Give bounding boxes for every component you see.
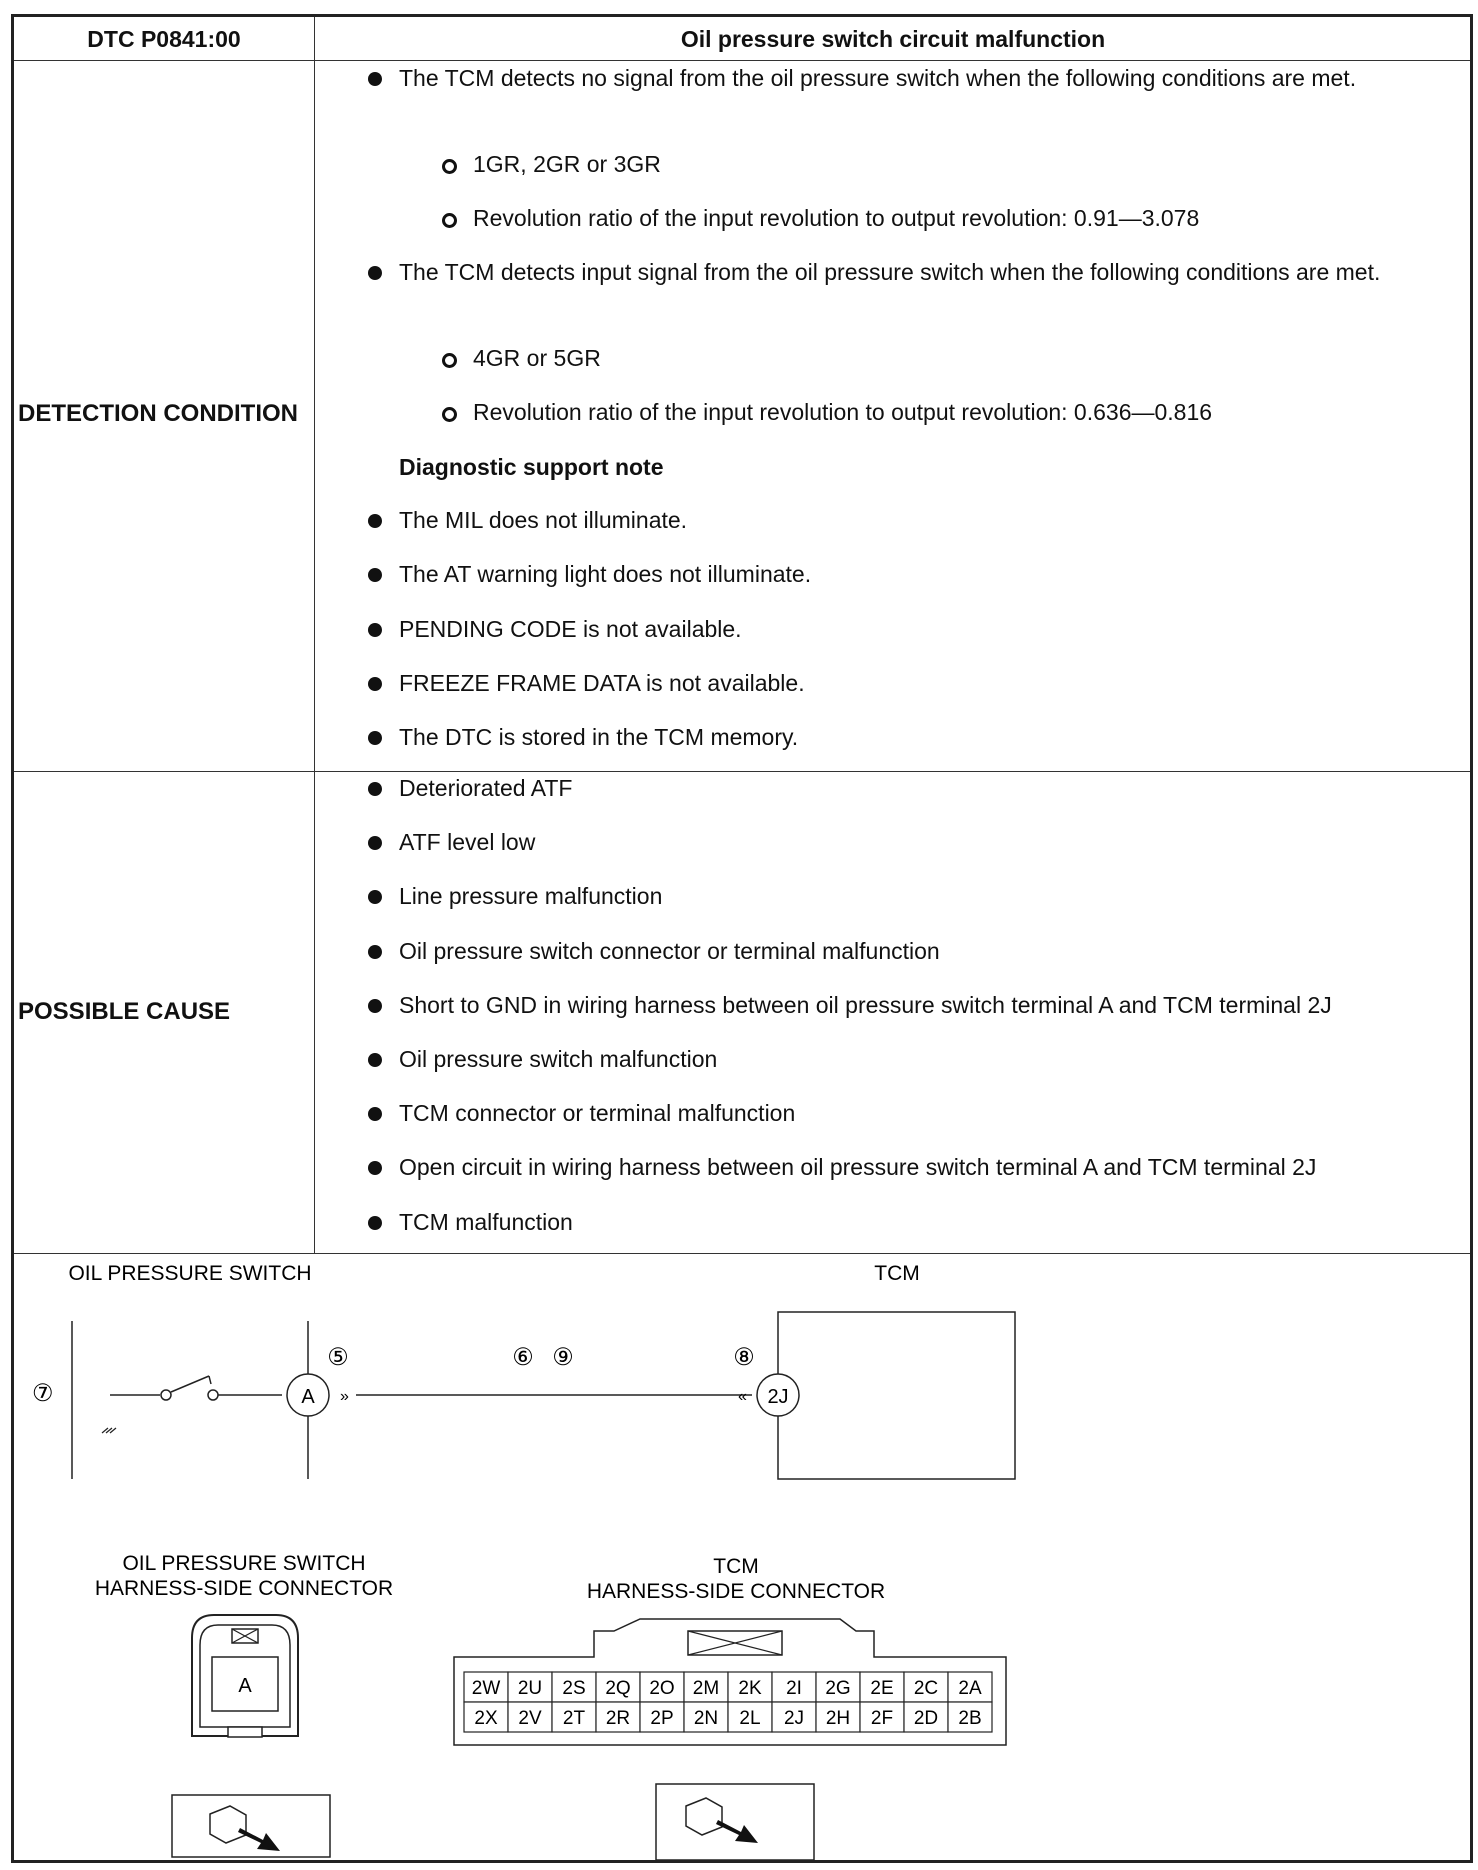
bullet-icon <box>368 1216 382 1230</box>
switch-connector-title-2: HARNESS-SIDE CONNECTOR <box>94 1577 394 1600</box>
tcm-pin-label: 2W <box>471 1678 501 1699</box>
tcm-pin-label: 2I <box>786 1678 802 1699</box>
possible-cause-item: TCM malfunction <box>399 1208 573 1235</box>
detection-item: The DTC is stored in the TCM memory. <box>399 724 799 750</box>
tcm-connector-view-box <box>656 1784 814 1860</box>
bullet-icon <box>368 514 382 528</box>
tcm-pin-label: 2G <box>825 1678 851 1699</box>
sub-bullet-icon <box>442 407 457 422</box>
dtc-code: DTC P0841:00 <box>87 26 241 52</box>
switch-contact-left <box>161 1390 171 1400</box>
possible-cause-item: Open circuit in wiring harness between oil pressure switch terminal A and TCM terminal 2J <box>399 1154 1317 1181</box>
tcm-pin-label: 2K <box>738 1678 762 1699</box>
diagnostic-support-note-heading: Diagnostic support note <box>399 454 664 480</box>
possible-cause-item: Oil pressure switch malfunction <box>399 1046 718 1072</box>
detection-item: The TCM detects no signal from the oil pressure switch when the following conditions are met. <box>399 65 1357 91</box>
tcm-pin-label: 2P <box>650 1708 674 1729</box>
terminal-a-label: A <box>301 1386 315 1408</box>
bullet-icon <box>368 890 382 904</box>
wiring-diagram <box>14 1253 1470 1860</box>
bullet-icon <box>368 568 382 582</box>
tcm-pin-label: 2O <box>649 1678 675 1699</box>
tcm-pin-label: 2T <box>562 1708 586 1729</box>
sub-bullet-icon <box>442 353 457 368</box>
possible-cause-item: ATF level low <box>399 829 536 856</box>
tcm-pin-label: 2U <box>517 1678 543 1699</box>
tcm-pin-label: 2H <box>825 1708 851 1729</box>
detection-sub-item: Revolution ratio of the input revolution to output revolution: 0.91—3.078 <box>473 205 1200 231</box>
detection-condition-label: DETECTION CONDITION <box>18 400 298 427</box>
possible-cause-item: Oil pressure switch connector or terminal malfunction <box>399 937 940 964</box>
detection-sub-item: 1GR, 2GR or 3GR <box>473 151 661 177</box>
detection-item: The AT warning light does not illuminate. <box>399 561 812 587</box>
bullet-icon <box>368 72 382 86</box>
possible-cause-item: Line pressure malfunction <box>399 883 663 910</box>
bullet-icon <box>368 836 382 850</box>
sub-bullet-icon <box>442 159 457 174</box>
tcm-pin-label: 2L <box>739 1708 761 1729</box>
callout-7: ⑦ <box>32 1380 54 1407</box>
tcm-pin-label: 2F <box>870 1708 894 1729</box>
tcm-pin-label: 2A <box>958 1678 982 1699</box>
switch-connector-title-1: OIL PRESSURE SWITCH <box>122 1552 366 1575</box>
detection-sub-item: Revolution ratio of the input revolution to output revolution: 0.636—0.816 <box>473 399 1213 425</box>
dtc-document <box>11 14 1473 1863</box>
tcm-pin-label: 2B <box>958 1708 982 1729</box>
bullet-icon <box>368 945 382 959</box>
callout-6: ⑥ <box>512 1344 534 1371</box>
callout-9: ⑨ <box>552 1344 574 1371</box>
tcm-connector-title-1: TCM <box>713 1555 759 1578</box>
terminal-2j-label: 2J <box>767 1386 789 1408</box>
bullet-icon <box>368 1107 382 1121</box>
tcm-pin-label: 2D <box>913 1708 939 1729</box>
dtc-title: Oil pressure switch circuit malfunction <box>680 26 1106 52</box>
tcm-pin-label: 2M <box>692 1678 720 1699</box>
tcm-box <box>778 1312 1015 1479</box>
detection-item: PENDING CODE is not available. <box>399 616 742 642</box>
tcm-pin-label: 2V <box>518 1708 542 1729</box>
callout-5: ⑤ <box>327 1344 349 1371</box>
tcm-pin-label: 2C <box>913 1678 939 1699</box>
callout-8: ⑧ <box>733 1344 755 1371</box>
switch-label: OIL PRESSURE SWITCH <box>68 1262 312 1285</box>
switch-blade-tip <box>209 1376 211 1384</box>
connector-arrow-2j: « <box>738 1388 747 1405</box>
tcm-pin-label: 2X <box>474 1708 498 1729</box>
bullet-icon <box>368 999 382 1013</box>
bullet-icon <box>368 266 382 280</box>
detection-item: The MIL does not illuminate. <box>399 507 688 533</box>
switch-connector-pin-a: A <box>238 1675 252 1697</box>
header-divider <box>14 60 1470 61</box>
bullet-icon <box>368 731 382 745</box>
bullet-icon <box>368 623 382 637</box>
bullet-icon <box>368 1161 382 1175</box>
possible-cause-item: Deteriorated ATF <box>399 775 573 801</box>
tcm-connector-title-2: HARNESS-SIDE CONNECTOR <box>586 1580 886 1603</box>
detection-item: The TCM detects input signal from the oil pressure switch when the following conditions are met. <box>399 259 1381 285</box>
possible-cause-item: Short to GND in wiring harness between oil pressure switch terminal A and TCM terminal 2J <box>399 991 1332 1018</box>
switch-contact-right <box>208 1390 218 1400</box>
bullet-icon <box>368 782 382 796</box>
tcm-label: TCM <box>874 1262 920 1285</box>
detection-divider <box>14 771 1470 772</box>
column-divider <box>314 17 315 1253</box>
tcm-pin-label: 2S <box>562 1678 586 1699</box>
tcm-pin-label: 2Q <box>605 1678 631 1699</box>
detection-item: FREEZE FRAME DATA is not available. <box>399 670 805 696</box>
bullet-icon <box>368 677 382 691</box>
tcm-pin-label: 2N <box>693 1708 719 1729</box>
connector-arrow-a: » <box>340 1388 349 1405</box>
tcm-connector-pins <box>464 1672 992 1732</box>
switch-blade <box>171 1376 209 1392</box>
sub-bullet-icon <box>442 213 457 228</box>
tcm-pin-label: 2R <box>605 1708 631 1729</box>
detection-sub-item: 4GR or 5GR <box>473 345 601 371</box>
possible-cause-label: POSSIBLE CAUSE <box>18 998 231 1025</box>
possible-cause-item: TCM connector or terminal malfunction <box>399 1100 796 1127</box>
bullet-icon <box>368 1053 382 1067</box>
tcm-pin-label: 2J <box>783 1708 805 1729</box>
switch-connector-view-box <box>172 1795 330 1857</box>
tcm-pin-label: 2E <box>870 1678 894 1699</box>
